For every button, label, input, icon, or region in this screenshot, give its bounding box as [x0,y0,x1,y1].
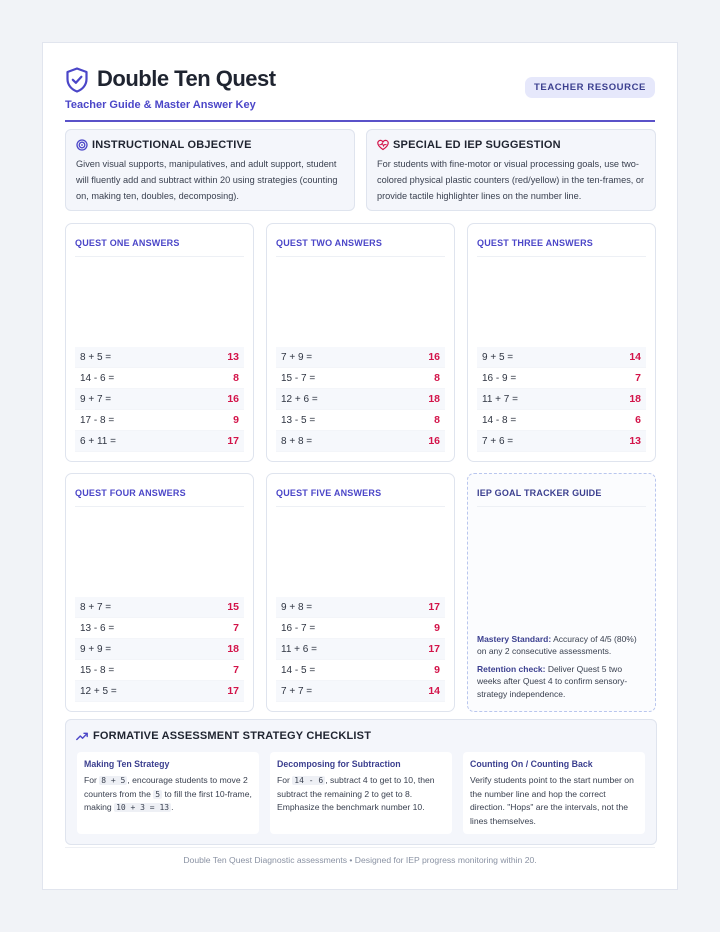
heart-pulse-icon [377,139,389,151]
mastery-text: Accuracy of 4/5 (80%) on any 2 consecutive assessments. [477,633,637,656]
strategy-title: Decomposing for Subtraction [277,759,401,769]
problem: 14 - 5 = [281,664,316,676]
card-divider [276,506,445,507]
strategy-decomposing [270,752,452,834]
target-icon [76,139,88,151]
answer: 9 [434,622,440,634]
strategy-title: Making Ten Strategy [84,759,170,769]
card-divider [477,256,646,257]
answer: 18 [227,643,239,655]
objective-heading [76,139,344,151]
answer-row [477,431,646,452]
answer-row [276,431,445,452]
answer-row [75,347,244,368]
answer: 9 [233,414,239,426]
tracker-text [477,633,646,701]
problem: 16 - 9 = [482,372,517,384]
answer-row [75,639,244,660]
iep-text: For students with fine-motor or visual processing goals, use two-colored physical plastic counters (red/yellow) in the ten-frames, or provide tactile highlighter lines on the number line. [377,159,645,201]
mastery-label: Mastery Standard: [477,633,552,644]
answer: 15 [227,601,239,613]
answer-row [75,431,244,452]
answer-row [75,681,244,702]
answer: 17 [227,435,239,447]
problem: 7 + 7 = [281,685,313,697]
problem: 14 - 8 = [482,414,517,426]
strategy-title: Counting On / Counting Back [470,759,593,769]
strategy-text-part: , subtract 4 to get to 10, then subtract the remaining 2 to get to 8. Emphasize the benchmark number 10. [277,775,435,812]
trend-up-icon [76,731,88,741]
checklist-heading [76,730,371,742]
answer-row [276,660,445,681]
answer: 17 [428,643,440,655]
answer-row [276,639,445,660]
answer-row [75,618,244,639]
answer-row [75,389,244,410]
answer-row [75,660,244,681]
answer: 16 [227,393,239,405]
strategy-text-part: For [84,775,97,785]
answer-list [75,347,244,452]
footer: Double Ten Quest Diagnostic assessments • Designed for IEP progress monitoring within 20. [183,855,537,865]
tracker-title: IEP GOAL TRACKER GUIDE [477,488,602,498]
problem: 11 + 7 = [482,393,518,405]
answer-row [75,597,244,618]
card-divider [75,506,244,507]
quest-card [65,223,254,462]
problem: 7 + 6 = [482,435,514,447]
quest-card-title: QUEST THREE ANSWERS [477,238,593,248]
answer: 18 [629,393,641,405]
answer-row [276,597,445,618]
shield-check-icon [65,67,89,93]
answer: 13 [227,351,239,363]
answer: 8 [434,414,440,426]
teacher-guide-page [42,42,678,890]
problem: 9 + 9 = [80,643,112,655]
answer-row [75,410,244,431]
iep-suggestion-box [366,129,656,211]
answer-row [276,681,445,702]
number-code: 5 [155,789,161,799]
answer: 6 [635,414,641,426]
answer: 14 [428,685,440,697]
answer-list [276,347,445,452]
equation-code: 8 + 5 [101,776,126,785]
problem: 17 - 8 = [80,414,115,426]
iep-title: SPECIAL ED IEP SUGGESTION [393,139,561,151]
equation-code: 10 + 3 = 13 [116,803,170,812]
quest-card-title: QUEST FOUR ANSWERS [75,488,186,498]
quest-card [266,473,455,712]
answer: 7 [635,372,641,384]
problem: 9 + 5 = [482,351,514,363]
footer-divider [65,847,655,848]
answer: 9 [434,664,440,676]
quest-card [467,223,656,462]
quest-card [266,223,455,462]
problem: 9 + 8 = [281,601,313,613]
problem: 9 + 7 = [80,393,112,405]
mastery-standard [477,633,646,658]
retention-label: Retention check: [477,663,546,674]
answer-row [276,410,445,431]
answer: 7 [233,622,239,634]
answer-row [75,368,244,389]
answer: 14 [629,351,641,363]
answer-row [276,389,445,410]
card-divider [75,256,244,257]
quest-card [65,473,254,712]
header [65,65,655,121]
retention-check [477,663,646,701]
strategy-text-part: to fill the first 10-frame, making [84,788,252,812]
iep-goal-tracker-card [467,473,656,712]
problem: 12 + 5 = [80,685,117,697]
strategy-text-part: . [171,802,174,812]
strategy-text [84,774,252,815]
objective-box [65,129,355,211]
quest-card-title: QUEST FIVE ANSWERS [276,488,382,498]
strategy-making-ten [77,752,259,834]
problem: 13 - 5 = [281,414,316,426]
answer: 17 [227,685,239,697]
strategy-text: Verify students point to the start number on the number line and hop the correct direction. "Hops" are the intervals, not the lines themselves. [470,775,634,826]
problem: 6 + 11 = [80,435,116,447]
answer-row [477,347,646,368]
retention-text: Deliver Quest 5 two weeks after Quest 4 to confirm sensory-strategy independence. [477,663,628,699]
iep-heading [377,139,645,151]
strategy-checklist [65,719,657,845]
problem: 13 - 6 = [80,622,115,634]
objective-title: INSTRUCTIONAL OBJECTIVE [92,139,252,151]
problem: 15 - 7 = [281,372,316,384]
objective-text: Given visual supports, manipulatives, and adult support, student will fluently add and subtract within 20 using strategies (counting on, making ten, doubles, decomposing). [76,159,338,201]
card-divider [276,256,445,257]
answer: 8 [434,372,440,384]
answer: 13 [629,435,641,447]
problem: 11 + 6 = [281,643,317,655]
answer-list [477,347,646,452]
problem: 8 + 7 = [80,601,112,613]
answer: 7 [233,664,239,676]
strategy-text-part: For [277,775,290,785]
answer: 16 [428,351,440,363]
card-divider [477,506,646,507]
problem: 8 + 5 = [80,351,112,363]
strategy-text [277,774,445,815]
answer: 8 [233,372,239,384]
answer: 16 [428,435,440,447]
strategy-text-part: , encourage students to move 2 counters from the [84,775,248,799]
problem: 15 - 8 = [80,664,115,676]
answer: 18 [428,393,440,405]
answer-row [477,410,646,431]
answer-row [276,368,445,389]
answer-row [276,347,445,368]
checklist-title: FORMATIVE ASSESSMENT STRATEGY CHECKLIST [93,730,372,742]
problem: 14 - 6 = [80,372,115,384]
problem: 16 - 7 = [281,622,316,634]
answer-row [276,618,445,639]
answer-list [75,597,244,702]
quest-card-title: QUEST TWO ANSWERS [276,238,383,248]
header-divider [65,120,655,122]
answer-row [477,389,646,410]
answer-row [477,368,646,389]
page-subtitle: Teacher Guide & Master Answer Key [65,99,256,111]
equation-code: 14 - 6 [294,776,324,785]
teacher-resource-badge: TEACHER RESOURCE [525,77,655,98]
problem: 7 + 9 = [281,351,313,363]
problem: 8 + 8 = [281,435,313,447]
strategy-counting-on [463,752,645,834]
quest-card-title: QUEST ONE ANSWERS [75,238,180,248]
answer: 17 [428,601,440,613]
answer-list [276,597,445,702]
problem: 12 + 6 = [281,393,318,405]
page-title: Double Ten Quest [97,66,276,91]
